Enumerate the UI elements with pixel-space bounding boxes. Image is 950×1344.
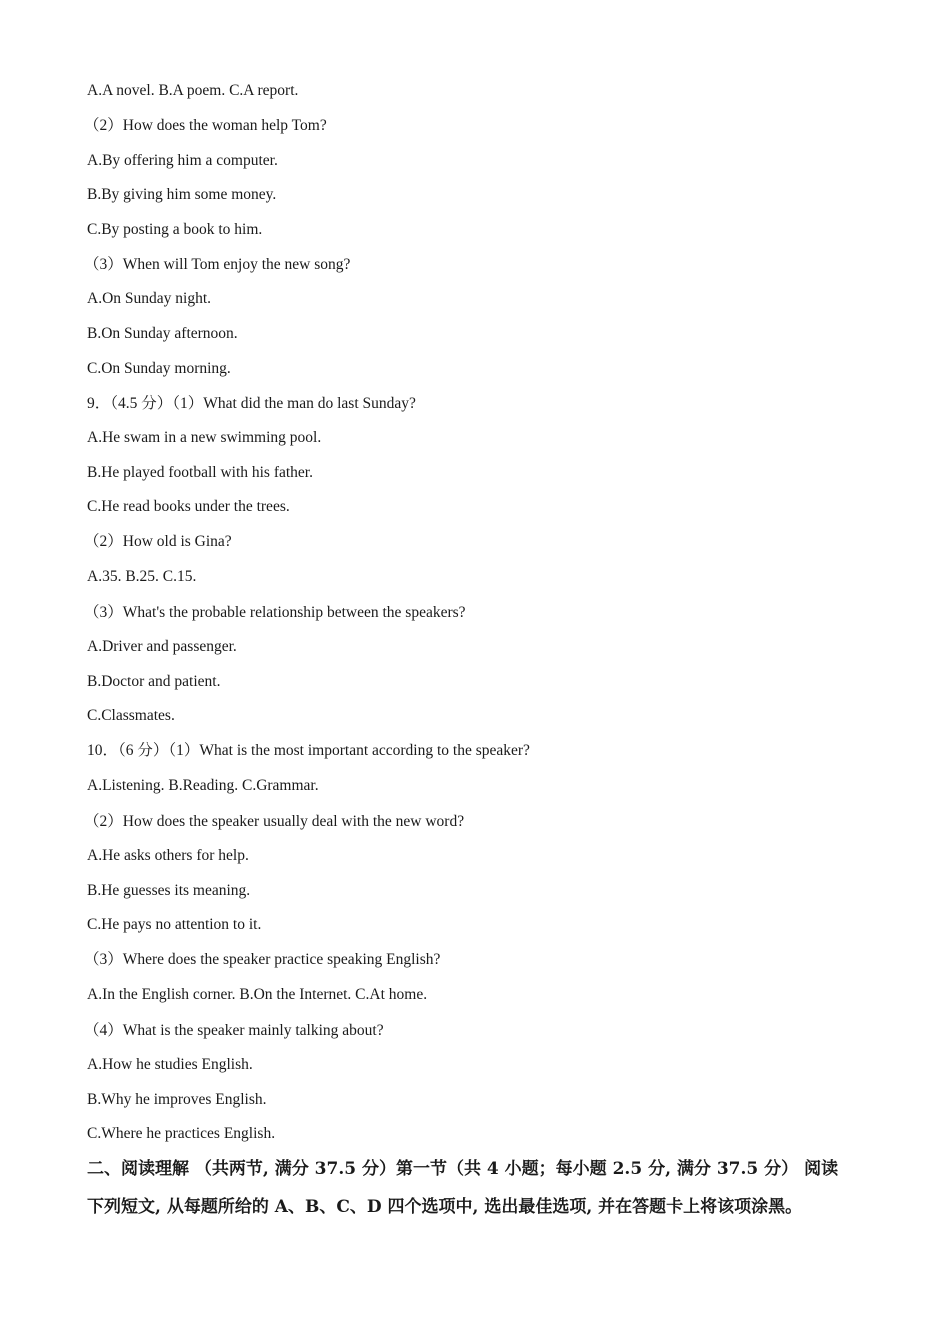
q10-4-option-c: C.Where he practices English. (87, 1125, 276, 1142)
q10-4-question: （4）What is the speaker mainly talking about? (84, 1022, 384, 1039)
section-heading-line-1: 二、阅读理解 （共两节, 满分 37.5 分）第一节（共 4 小题；每小题 2.5 分, 满分 37.5 分） 阅读 (87, 1159, 839, 1179)
q10-1-options: A.Listening. B.Reading. C.Grammar. (87, 777, 319, 794)
q9-1-option-a: A.He swam in a new swimming pool. (87, 429, 322, 446)
q10-3-question: （3）Where does the speaker practice speaking English? (84, 951, 441, 968)
section-heading-line-2: 下列短文, 从每题所给的 A、B、C、D 四个选项中, 选出最佳选项, 并在答题卡上将该项涂黑。 (87, 1197, 803, 1217)
q10-4-option-b: B.Why he improves English. (87, 1091, 267, 1108)
q9-2-question: （2）How old is Gina? (84, 533, 232, 550)
q10-3-options: A.In the English corner. B.On the Internet. C.At home. (87, 986, 428, 1003)
q10-2-option-c: C.He pays no attention to it. (87, 916, 262, 933)
q8-3-option-c: C.On Sunday morning. (87, 360, 231, 377)
q9-3-option-a: A.Driver and passenger. (87, 638, 237, 655)
q9-1-question: 9．（4.5 分）（1）What did the man do last Sunday? (87, 395, 416, 412)
q8-3-question: （3）When will Tom enjoy the new song? (84, 256, 351, 273)
q10-2-question: （2）How does the speaker usually deal with the new word? (84, 813, 465, 830)
q8-3-option-a: A.On Sunday night. (87, 290, 211, 307)
q8-2-question: （2）How does the woman help Tom? (84, 117, 327, 134)
q8-2-option-a: A.By offering him a computer. (87, 152, 278, 169)
q8-1-options: A.A novel. B.A poem. C.A report. (87, 82, 299, 99)
q9-1-option-b: B.He played football with his father. (87, 464, 313, 481)
q8-2-option-b: B.By giving him some money. (87, 186, 277, 203)
q10-1-question: 10．（6 分）（1）What is the most important according to the speaker? (87, 742, 530, 759)
q9-3-option-b: B.Doctor and patient. (87, 673, 221, 690)
q10-4-option-a: A.How he studies English. (87, 1056, 253, 1073)
q8-2-option-c: C.By posting a book to him. (87, 221, 263, 238)
q9-3-option-c: C.Classmates. (87, 707, 175, 724)
q9-3-question: （3）What's the probable relationship between the speakers? (84, 604, 466, 621)
q10-2-option-a: A.He asks others for help. (87, 847, 249, 864)
q9-2-options: A.35. B.25. C.15. (87, 568, 197, 585)
q10-2-option-b: B.He guesses its meaning. (87, 882, 251, 899)
q9-1-option-c: C.He read books under the trees. (87, 498, 290, 515)
q8-3-option-b: B.On Sunday afternoon. (87, 325, 238, 342)
